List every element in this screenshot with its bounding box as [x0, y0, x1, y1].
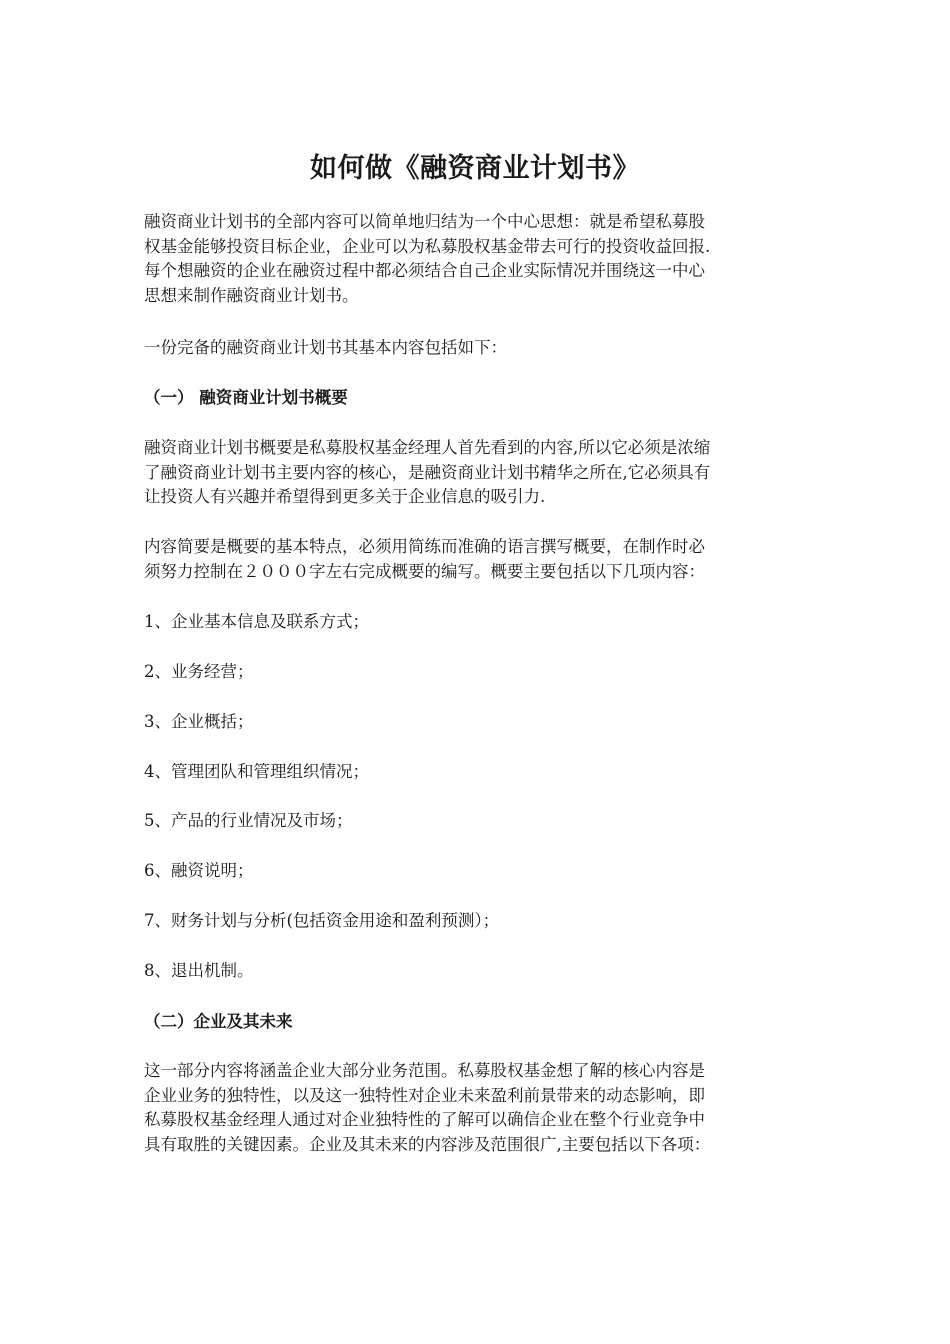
section-1-heading-text: （一） 融资商业计划书概要 — [144, 388, 348, 407]
section-1-paragraph-1 — [144, 436, 806, 510]
intro-paragraph — [144, 210, 806, 308]
section-1-paragraph-2 — [144, 535, 806, 584]
list-item — [144, 909, 806, 934]
intro-line: 每个想融资的企业在融资过程中都必须结合自己企业实际情况并围绕这一中心 — [144, 261, 705, 280]
list-item-text: 8、退出机制。 — [144, 961, 254, 980]
list-item — [144, 610, 806, 635]
paragraph-line: 这一部分内容将涵盖企业大部分业务范围。私募股权基金想了解的核心内容是 — [144, 1061, 705, 1080]
list-item — [144, 809, 806, 834]
paragraph-line: 私募股权基金经理人通过对企业独特性的了解可以确信企业在整个行业竞争中 — [144, 1110, 705, 1129]
list-item-text: 7、财务计划与分析(包括资金用途和盈利预测）； — [144, 911, 500, 930]
lead-line: 一份完备的融资商业计划书其基本内容包括如下： — [144, 338, 507, 357]
paragraph-line: 具有取胜的关键因素。企业及其未来的内容涉及范围很广,主要包括以下各项： — [144, 1134, 711, 1154]
document-title: 如何做《融资商业计划书》 — [310, 153, 640, 185]
section-2-paragraph-1 — [144, 1059, 806, 1157]
list-item — [144, 660, 806, 685]
paragraph-line: 企业业务的独特性，以及这一独特性对企业未来盈利前景带来的动态影响，即 — [144, 1085, 705, 1105]
paragraph-line: 了融资商业计划书主要内容的核心，是融资商业计划书精华之所在,它必须具有 — [144, 462, 711, 482]
section-1-heading — [144, 386, 806, 411]
list-item-text: 6、融资说明； — [144, 861, 254, 880]
paragraph-line: 让投资人有兴趣并希望得到更多关于企业信息的吸引力. — [144, 487, 546, 506]
list-item-text: 1、企业基本信息及联系方式； — [144, 612, 369, 631]
list-item — [144, 959, 806, 984]
list-item — [144, 760, 806, 785]
paragraph-line: 须努力控制在２０００字左右完成概要的编写。概要主要包括以下几项内容： — [144, 561, 705, 581]
paragraph-line: 内容简要是概要的基本特点，必须用简练而准确的语言撰写概要，在制作时必 — [144, 537, 705, 556]
list-item — [144, 859, 806, 884]
list-item-text: 5、产品的行业情况及市场； — [144, 811, 353, 830]
intro-line: 权基金能够投资目标企业，企业可以为私募股权基金带去可行的投资收益回报. — [144, 236, 711, 256]
intro-line: 融资商业计划书的全部内容可以简单地归结为一个中心思想：就是希望私募股 — [144, 212, 705, 231]
list-item — [144, 710, 806, 735]
intro-line: 思想来制作融资商业计划书。 — [144, 285, 359, 305]
list-item-text: 3、企业概括； — [144, 712, 254, 731]
lead-paragraph — [144, 336, 806, 361]
section-2-heading — [144, 1010, 806, 1035]
paragraph-line: 融资商业计划书概要是私募股权基金经理人首先看到的内容,所以它必须是浓缩 — [144, 438, 711, 457]
list-item-text: 2、业务经营； — [144, 662, 254, 681]
list-item-text: 4、管理团队和管理组织情况； — [144, 762, 369, 781]
section-2-heading-text: （二）企业及其未来 — [144, 1012, 293, 1031]
